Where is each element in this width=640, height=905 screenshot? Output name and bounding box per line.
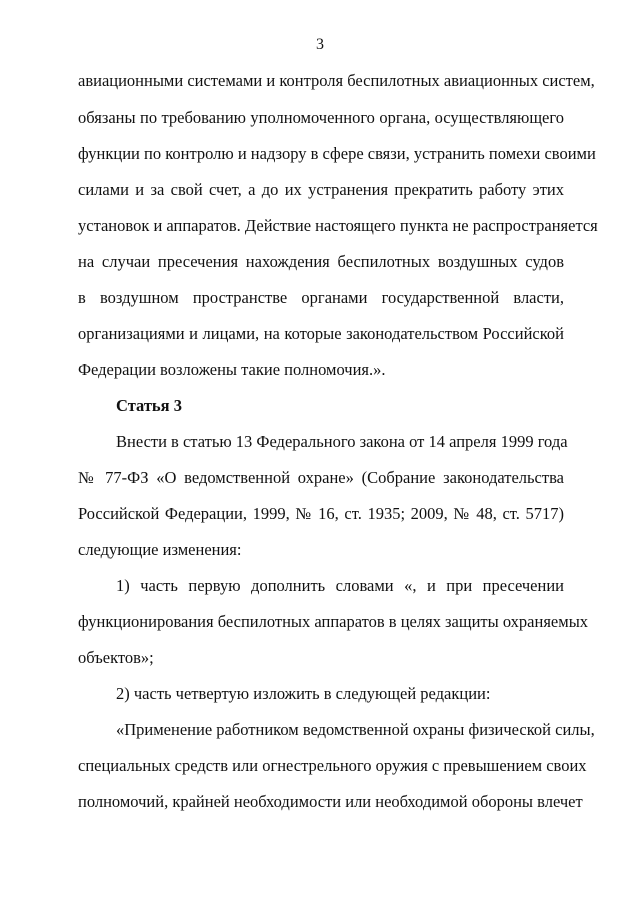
text-line: «Применение работником ведомственной охраны физической силы, [116, 720, 595, 739]
text-line: организациями и лицами, на которые законодательством Российской [78, 324, 564, 343]
text-line: 2) часть четвертую изложить в следующей редакции: [116, 684, 491, 703]
text-line: авиационными системами и контроля беспилотных авиационных систем, [78, 71, 595, 90]
text-line: № 77-ФЗ «О ведомственной охране» (Собрание законодательства [78, 468, 564, 487]
text-line: обязаны по требованию уполномоченного органа, осуществляющего [78, 108, 564, 127]
text-line: Внести в статью 13 Федерального закона от 14 апреля 1999 года [116, 432, 568, 451]
text-line: следующие изменения: [78, 540, 242, 559]
text-line: функции по контролю и надзору в сфере связи, устранить помехи своими [78, 144, 596, 163]
text-line: в воздушном пространстве органами государственной власти, [78, 288, 564, 307]
text-line: функционирования беспилотных аппаратов в целях защиты охраняемых [78, 612, 589, 631]
text-line: силами и за свой счет, а до их устранения прекратить работу этих [78, 180, 564, 199]
text-line: Федерации возложены такие полномочия.». [78, 360, 386, 379]
text-line: на случаи пресечения нахождения беспилотных воздушных судов [78, 252, 564, 271]
article-heading: Статья 3 [116, 396, 182, 415]
text-line: установок и аппаратов. Действие настоящего пункта не распространяется [78, 216, 598, 235]
text-line: Российской Федерации, 1999, № 16, ст. 1935; 2009, № 48, ст. 5717) [78, 504, 564, 523]
text-line: 1) часть первую дополнить словами «, и при пресечении [116, 576, 564, 595]
text-line: объектов»; [78, 648, 154, 667]
page-number: 3 [316, 36, 324, 53]
text-line: специальных средств или огнестрельного оружия с превышением своих [78, 756, 587, 775]
text-line: полномочий, крайней необходимости или необходимой обороны влечет [78, 792, 583, 811]
